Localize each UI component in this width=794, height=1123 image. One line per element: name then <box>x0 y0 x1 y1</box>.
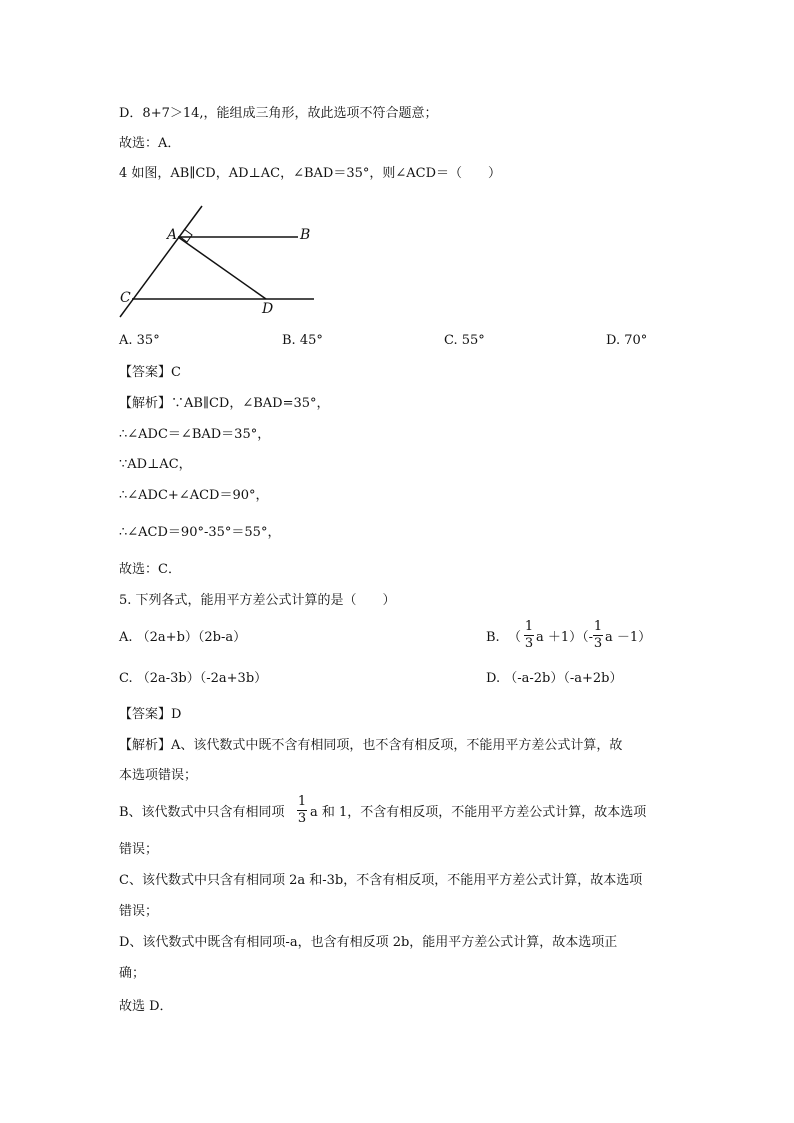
q5-explanation: 错误； <box>119 842 159 857</box>
q4-explanation: ∵AD⊥AC， <box>119 457 192 472</box>
q5-explanation: B、该代数式中只含有相同项 <box>119 805 285 820</box>
q5-explanation: 错误； <box>119 904 159 919</box>
text-line: 故选：A． <box>119 136 181 151</box>
label-d: D <box>262 301 274 317</box>
q4-answer: 【答案】C <box>119 365 181 380</box>
q5-choice-d: D. （-a-2b）（-a+2b） <box>486 671 623 686</box>
q5-explanation: C、该代数式中只含有相同项 2a 和-3b，不含有相反项，不能用平方差公式计算，故本选项 <box>119 873 643 888</box>
q4-explanation: ∴∠ACD＝90°-35°＝55°， <box>119 525 281 540</box>
q4-final: 故选：C． <box>119 562 181 577</box>
q5-choice-b-open: （ <box>508 630 522 645</box>
q4-explanation: ∴∠ADC+∠ACD＝90°， <box>119 488 269 503</box>
q5-explanation: a 和 1，不含有相反项，不能用平方差公式计算，故本选项 <box>310 805 647 820</box>
geometry-figure <box>110 195 330 325</box>
q5-answer: 【答案】D <box>119 707 182 722</box>
q4-choice-d: D. 70° <box>606 333 648 348</box>
q4-explanation: 【解析】∵AB∥CD，∠BAD=35°， <box>119 396 330 411</box>
q4-choice-a: A. 35° <box>119 333 160 348</box>
fraction-one-third: 1 3 <box>593 619 603 651</box>
question-5-stem: 5. 下列各式，能用平方差公式计算的是（ ） <box>119 593 396 608</box>
fraction-one-third: 1 3 <box>297 794 307 826</box>
q5-choice-a: A. （2a+b）（2b-a） <box>119 630 247 645</box>
q5-choice-b-end: a －1） <box>605 630 652 645</box>
text-line: D．8+7＞14,，能组成三角形，故此选项不符合题意； <box>119 106 438 121</box>
label-a: A <box>167 227 178 243</box>
line-ac <box>120 206 202 317</box>
q4-choice-b: B. 45° <box>282 333 323 348</box>
q5-explanation: 确； <box>119 966 146 981</box>
q5-choice-b-mid: a ＋1）（- <box>536 630 594 645</box>
q4-choice-c: C. 55° <box>444 333 485 348</box>
q5-explanation: D、该代数式中既含有相同项-a，也含有相反项 2b，能用平方差公式计算，故本选项正 <box>119 935 618 950</box>
line-ad <box>178 237 266 299</box>
question-4-stem: 4 如图，AB∥CD，AD⊥AC，∠BAD＝35°，则∠ACD＝（ ） <box>119 166 502 181</box>
label-b: B <box>300 227 311 243</box>
q5-final: 故选 D． <box>119 999 173 1014</box>
q5-explanation: 【解析】A、该代数式中既不含有相同项，也不含有相反项，不能用平方差公式计算，故 <box>119 738 623 753</box>
q5-choice-c: C. （2a-3b）（-2a+3b） <box>119 671 268 686</box>
q4-explanation: ∴∠ADC＝∠BAD＝35°， <box>119 427 271 442</box>
fraction-one-third: 1 3 <box>524 619 534 651</box>
label-c: C <box>120 290 131 306</box>
q5-explanation: 本选项错误； <box>119 768 198 783</box>
q5-choice-b-label: B. <box>486 630 500 645</box>
